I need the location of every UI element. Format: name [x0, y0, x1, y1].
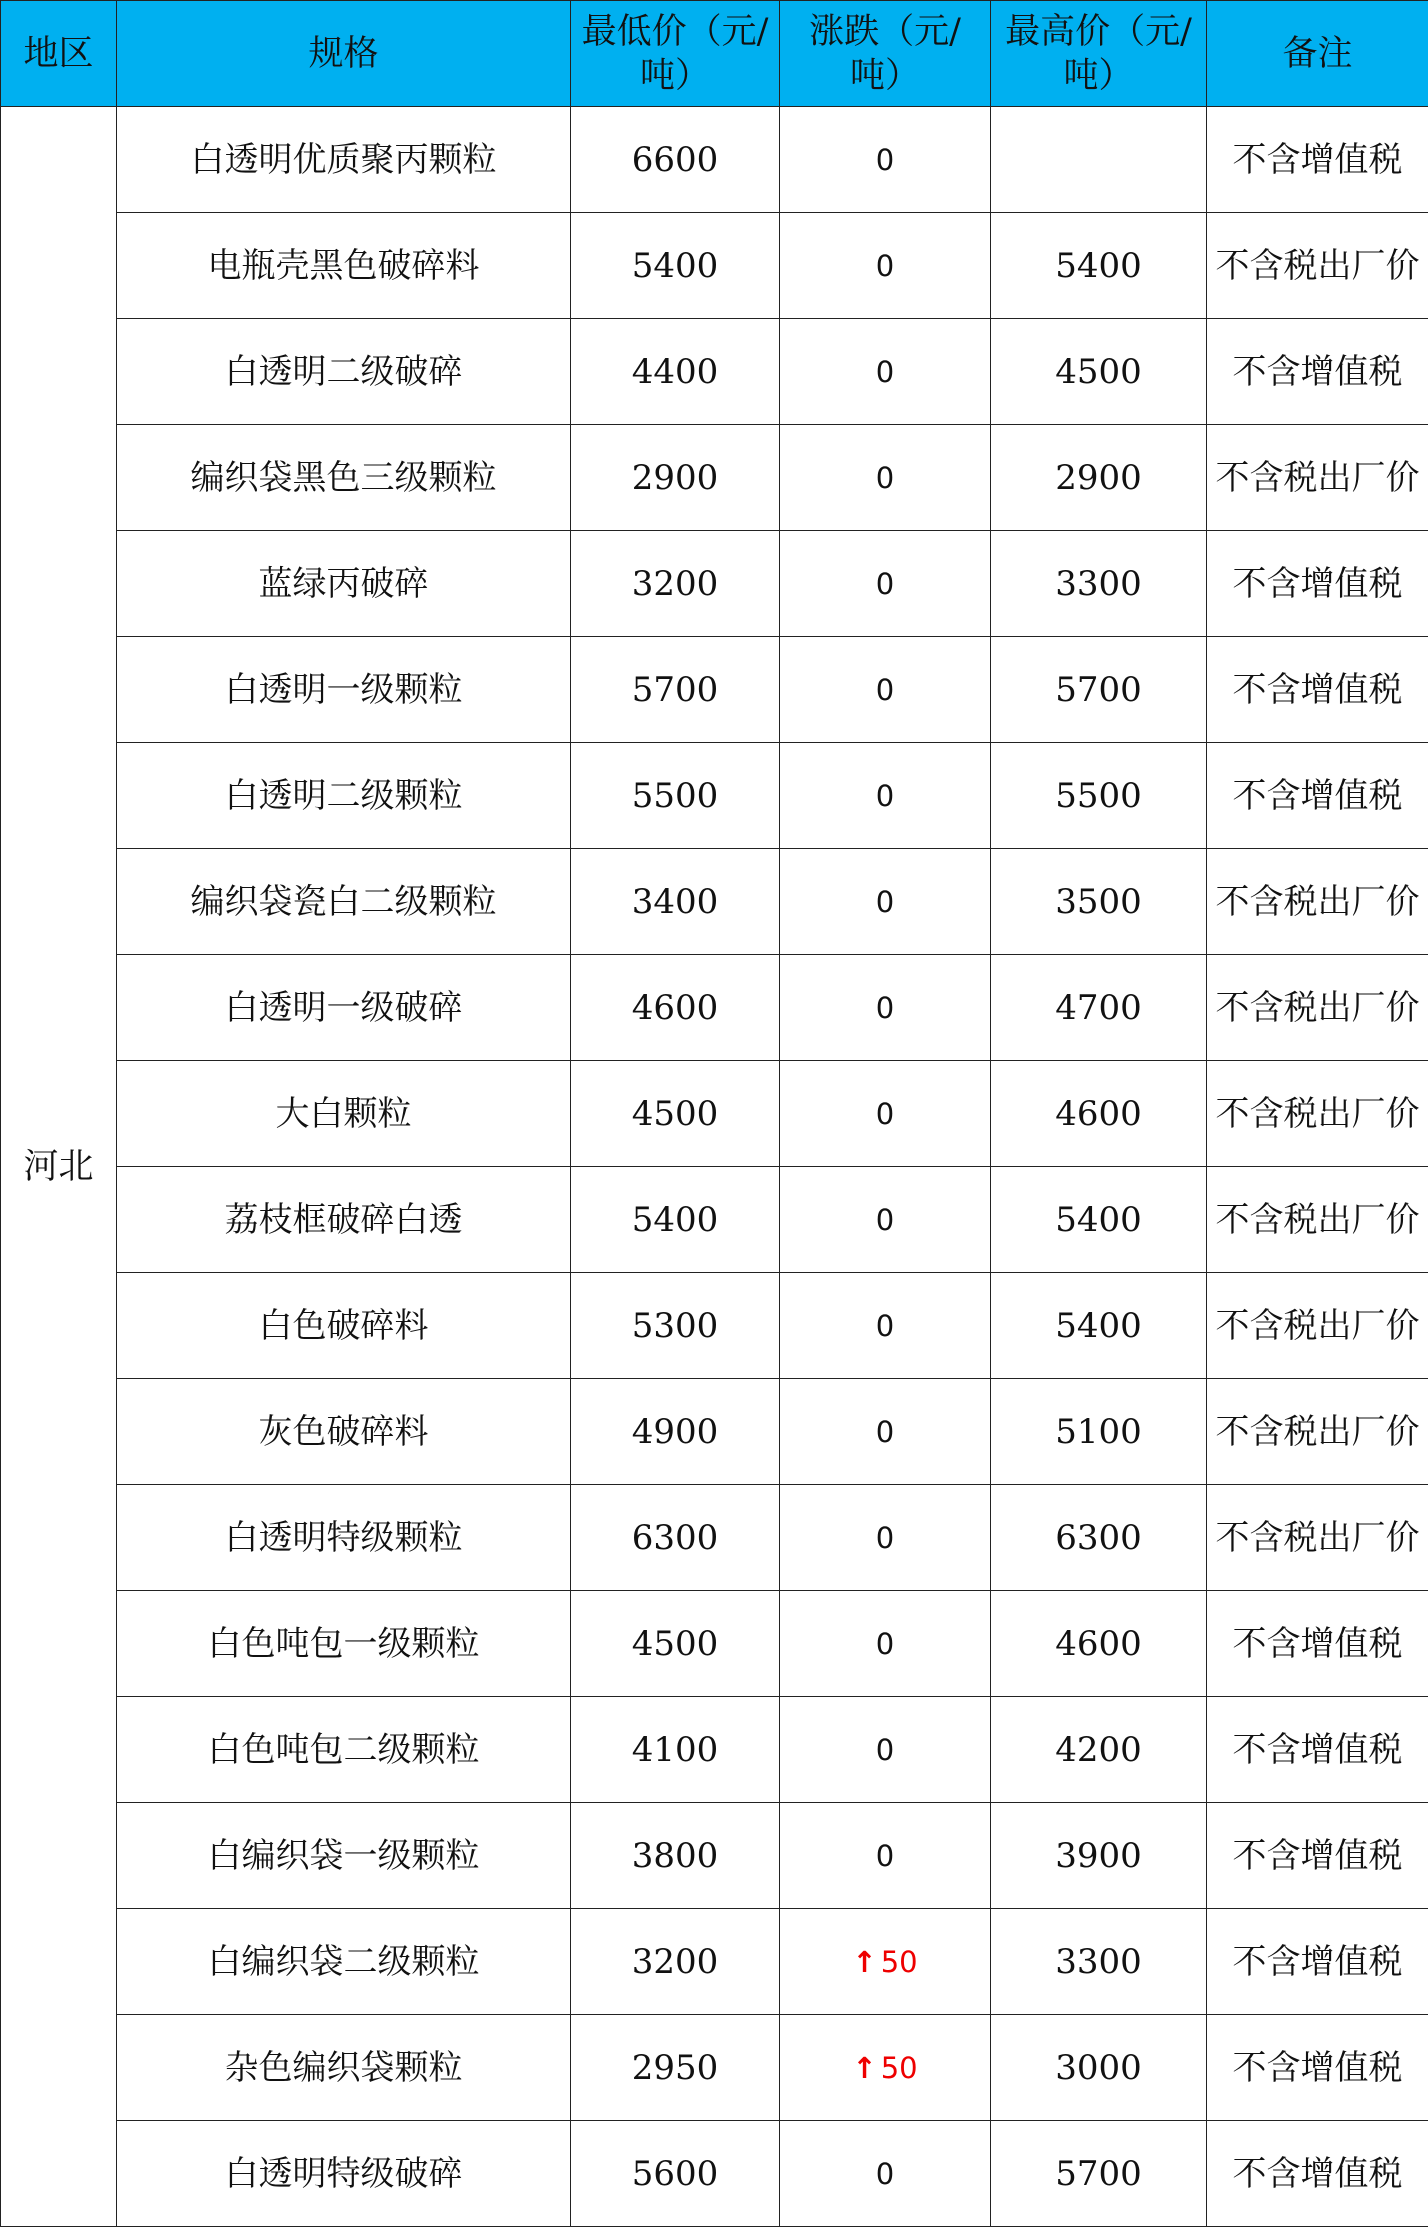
spec-cell: 荔枝框破碎白透 — [117, 1167, 571, 1273]
note-cell: 不含增值税 — [1207, 531, 1428, 637]
header-spec: 规格 — [117, 1, 571, 107]
change-value: 0 — [875, 354, 895, 389]
spec-cell: 蓝绿丙破碎 — [117, 531, 571, 637]
table-row — [1, 1697, 1428, 1803]
high-price-cell — [991, 107, 1207, 213]
high-price-cell: 5700 — [991, 637, 1207, 743]
header-change: 涨跌（元/吨） — [780, 1, 991, 107]
high-price-cell: 4700 — [991, 955, 1207, 1061]
low-price-cell: 4400 — [571, 319, 780, 425]
change-cell — [780, 1697, 991, 1803]
spec-cell: 白色吨包一级颗粒 — [117, 1591, 571, 1697]
table-row — [1, 1167, 1428, 1273]
change-cell — [780, 213, 991, 319]
high-price-cell: 5700 — [991, 2121, 1207, 2227]
low-price-cell: 3200 — [571, 531, 780, 637]
change-value: 0 — [875, 1520, 895, 1555]
low-price-cell: 4900 — [571, 1379, 780, 1485]
table-row — [1, 425, 1428, 531]
change-cell — [780, 1591, 991, 1697]
change-cell — [780, 319, 991, 425]
note-cell: 不含增值税 — [1207, 1909, 1428, 2015]
spec-cell: 杂色编织袋颗粒 — [117, 2015, 571, 2121]
note-cell: 不含增值税 — [1207, 319, 1428, 425]
table-body — [1, 107, 1428, 2227]
change-cell — [780, 1803, 991, 1909]
change-cell — [780, 1061, 991, 1167]
high-price-cell: 5400 — [991, 213, 1207, 319]
low-price-cell: 3400 — [571, 849, 780, 955]
change-cell — [780, 2121, 991, 2227]
arrow-up-icon: ↑ — [852, 1944, 877, 1979]
low-price-cell: 4500 — [571, 1591, 780, 1697]
high-price-cell: 3900 — [991, 1803, 1207, 1909]
note-cell: 不含增值税 — [1207, 1803, 1428, 1909]
table-row — [1, 637, 1428, 743]
table-row — [1, 1591, 1428, 1697]
note-cell: 不含税出厂价 — [1207, 213, 1428, 319]
table-row — [1, 1379, 1428, 1485]
high-price-cell: 3300 — [991, 1909, 1207, 2015]
low-price-cell: 5500 — [571, 743, 780, 849]
high-price-cell: 4500 — [991, 319, 1207, 425]
change-cell — [780, 1485, 991, 1591]
spec-cell: 白编织袋一级颗粒 — [117, 1803, 571, 1909]
change-cell — [780, 1167, 991, 1273]
change-value: 0 — [875, 142, 895, 177]
high-price-cell: 2900 — [991, 425, 1207, 531]
table-row — [1, 531, 1428, 637]
change-value: 0 — [875, 460, 895, 495]
table-row — [1, 1273, 1428, 1379]
spec-cell: 大白颗粒 — [117, 1061, 571, 1167]
low-price-cell: 5400 — [571, 213, 780, 319]
note-cell: 不含增值税 — [1207, 2121, 1428, 2227]
table-row — [1, 107, 1428, 213]
high-price-cell: 5400 — [991, 1273, 1207, 1379]
spec-cell: 白色破碎料 — [117, 1273, 571, 1379]
spec-cell: 白透明一级破碎 — [117, 955, 571, 1061]
change-cell — [780, 425, 991, 531]
change-value: 50 — [880, 1944, 918, 1979]
change-value: 0 — [875, 1732, 895, 1767]
note-cell: 不含增值税 — [1207, 637, 1428, 743]
spec-cell: 白编织袋二级颗粒 — [117, 1909, 571, 2015]
spec-cell: 白透明特级颗粒 — [117, 1485, 571, 1591]
spec-cell: 白透明二级破碎 — [117, 319, 571, 425]
note-cell: 不含税出厂价 — [1207, 1273, 1428, 1379]
note-cell: 不含增值税 — [1207, 1697, 1428, 1803]
change-value: 0 — [875, 1626, 895, 1661]
spec-cell: 编织袋瓷白二级颗粒 — [117, 849, 571, 955]
high-price-cell: 5100 — [991, 1379, 1207, 1485]
low-price-cell: 3200 — [571, 1909, 780, 2015]
high-price-cell: 4600 — [991, 1061, 1207, 1167]
high-price-cell: 5400 — [991, 1167, 1207, 1273]
spec-cell: 灰色破碎料 — [117, 1379, 571, 1485]
change-cell — [780, 849, 991, 955]
table-row — [1, 2015, 1428, 2121]
change-value: 0 — [875, 1202, 895, 1237]
header-row — [1, 1, 1428, 107]
note-cell: 不含税出厂价 — [1207, 1167, 1428, 1273]
table-row — [1, 319, 1428, 425]
table-header — [1, 1, 1428, 107]
header-region: 地区 — [1, 1, 117, 107]
low-price-cell: 2900 — [571, 425, 780, 531]
table-row — [1, 213, 1428, 319]
change-cell — [780, 107, 991, 213]
table-row — [1, 849, 1428, 955]
low-price-cell: 3800 — [571, 1803, 780, 1909]
spec-cell: 白透明二级颗粒 — [117, 743, 571, 849]
change-value: 0 — [875, 1096, 895, 1131]
change-value: 0 — [875, 778, 895, 813]
high-price-cell: 3300 — [991, 531, 1207, 637]
spec-cell: 电瓶壳黑色破碎料 — [117, 213, 571, 319]
spec-cell: 编织袋黑色三级颗粒 — [117, 425, 571, 531]
low-price-cell: 4600 — [571, 955, 780, 1061]
low-price-cell: 6300 — [571, 1485, 780, 1591]
change-cell — [780, 1379, 991, 1485]
change-cell — [780, 637, 991, 743]
high-price-cell: 4200 — [991, 1697, 1207, 1803]
high-price-cell: 3500 — [991, 849, 1207, 955]
low-price-cell: 5400 — [571, 1167, 780, 1273]
high-price-cell: 6300 — [991, 1485, 1207, 1591]
high-price-cell: 5500 — [991, 743, 1207, 849]
change-value: 0 — [875, 248, 895, 283]
note-cell: 不含增值税 — [1207, 1591, 1428, 1697]
note-cell: 不含增值税 — [1207, 107, 1428, 213]
high-price-cell: 4600 — [991, 1591, 1207, 1697]
header-low-price: 最低价（元/吨） — [571, 1, 780, 107]
change-value: 0 — [875, 672, 895, 707]
low-price-cell: 5700 — [571, 637, 780, 743]
spec-cell: 白透明一级颗粒 — [117, 637, 571, 743]
change-cell — [780, 531, 991, 637]
change-cell — [780, 1273, 991, 1379]
low-price-cell: 5600 — [571, 2121, 780, 2227]
spec-cell: 白色吨包二级颗粒 — [117, 1697, 571, 1803]
table-row — [1, 955, 1428, 1061]
table-row — [1, 1909, 1428, 2015]
change-cell — [780, 2015, 991, 2121]
low-price-cell: 4100 — [571, 1697, 780, 1803]
spec-cell: 白透明优质聚丙颗粒 — [117, 107, 571, 213]
low-price-cell: 5300 — [571, 1273, 780, 1379]
table-row — [1, 2121, 1428, 2227]
low-price-cell: 2950 — [571, 2015, 780, 2121]
note-cell: 不含增值税 — [1207, 2015, 1428, 2121]
change-value: 0 — [875, 1414, 895, 1449]
change-value: 0 — [875, 884, 895, 919]
header-high-price: 最高价（元/吨） — [991, 1, 1207, 107]
change-value: 0 — [875, 990, 895, 1025]
note-cell: 不含增值税 — [1207, 743, 1428, 849]
table-row — [1, 1485, 1428, 1591]
table-row — [1, 1061, 1428, 1167]
region-cell: 河北 — [1, 107, 117, 2227]
table-row — [1, 1803, 1428, 1909]
note-cell: 不含税出厂价 — [1207, 849, 1428, 955]
note-cell: 不含税出厂价 — [1207, 1379, 1428, 1485]
change-value: 0 — [875, 2156, 895, 2191]
change-value: 0 — [875, 1838, 895, 1873]
change-cell — [780, 955, 991, 1061]
change-value: 0 — [875, 1308, 895, 1343]
spec-cell: 白透明特级破碎 — [117, 2121, 571, 2227]
note-cell: 不含税出厂价 — [1207, 425, 1428, 531]
note-cell: 不含税出厂价 — [1207, 1061, 1428, 1167]
arrow-up-icon: ↑ — [852, 2050, 877, 2085]
change-cell — [780, 743, 991, 849]
change-value: 50 — [880, 2050, 918, 2085]
note-cell: 不含税出厂价 — [1207, 1485, 1428, 1591]
table-row — [1, 743, 1428, 849]
change-cell — [780, 1909, 991, 2015]
header-note: 备注 — [1207, 1, 1428, 107]
low-price-cell: 4500 — [571, 1061, 780, 1167]
high-price-cell: 3000 — [991, 2015, 1207, 2121]
change-value: 0 — [875, 566, 895, 601]
note-cell: 不含税出厂价 — [1207, 955, 1428, 1061]
low-price-cell: 6600 — [571, 107, 780, 213]
